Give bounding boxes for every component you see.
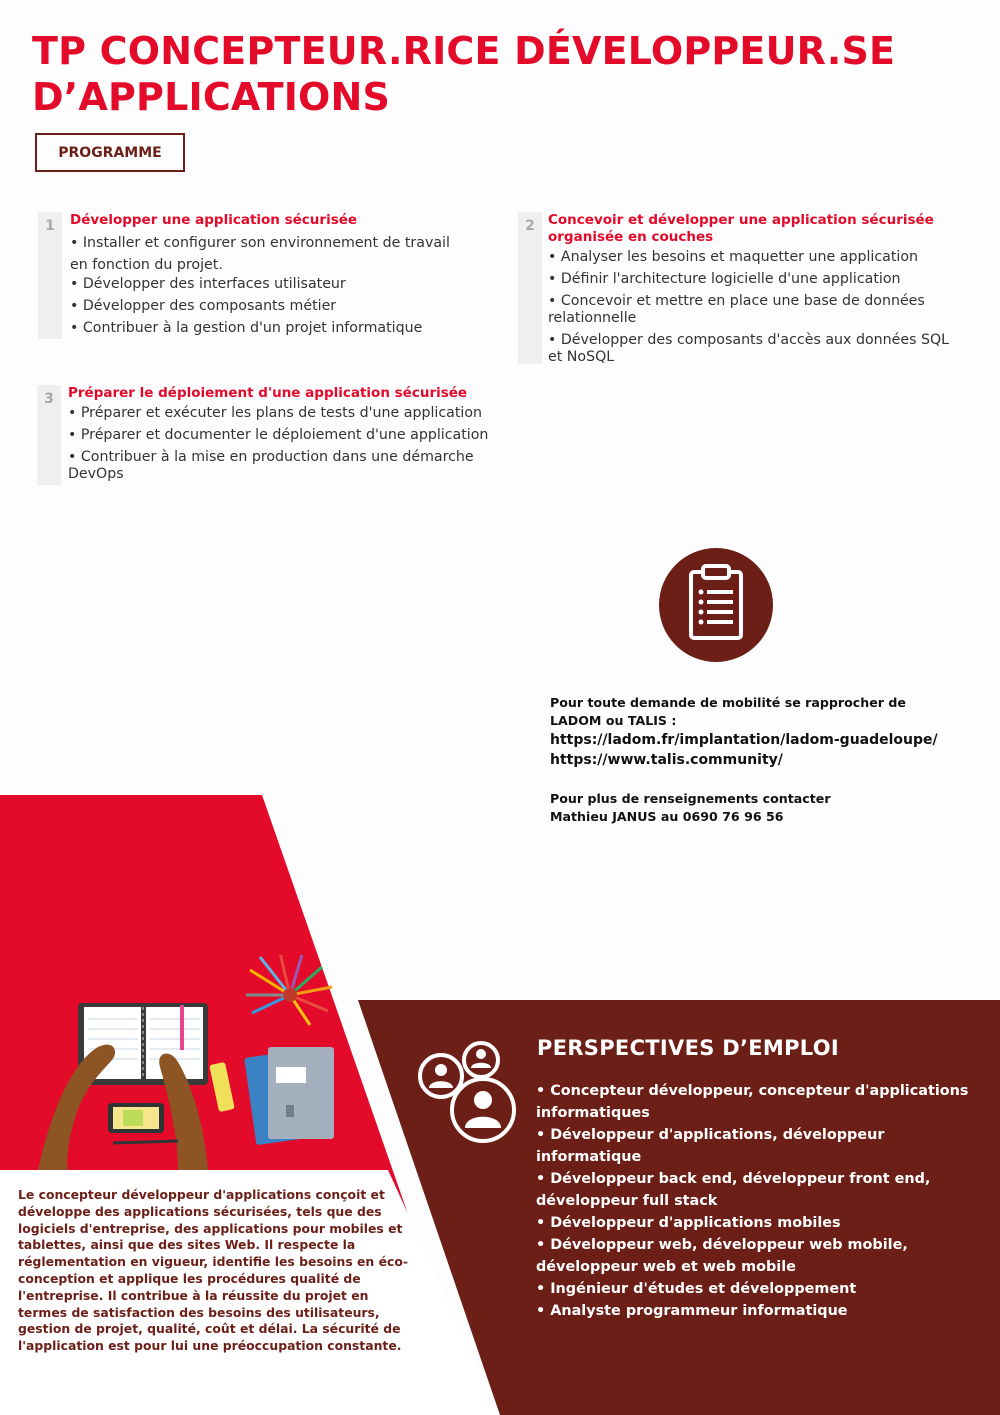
programme-badge: PROGRAMME [35,133,185,172]
module-1 [38,212,468,339]
list-item: • Définir l'architecture logicielle d'une application [548,271,901,287]
list-item: • Développeur d'applications mobiles [536,1215,841,1231]
list-item: • Développeur d'applications, développeur informatique [536,1127,885,1165]
module-items [70,232,468,337]
module-number: 3 [37,385,61,485]
title-line-1: TP CONCEPTEUR.RICE DÉVELOPPEUR.SE [32,29,896,73]
mobility-text-1: Pour toute demande de mobilité se rapprocher de [550,695,906,710]
ladom-link[interactable]: https://ladom.fr/implantation/ladom-guadeloupe/ [550,732,938,748]
module-title: Développer une application sécurisée [70,212,358,228]
list-item: • Concevoir et mettre en place une base de données relationnelle [548,293,925,326]
info-text-1: Pour plus de renseignements contacter [550,791,831,806]
module-items [548,249,958,366]
list-item: • Contribuer à la mise en production dans une démarche DevOps [68,449,474,482]
list-item: • Contribuer à la gestion d'un projet informatique [70,320,423,336]
list-item: • Installer et configurer son environnement de travail en fonction du projet. [70,235,450,273]
contact-block [550,694,970,826]
list-item: • Développer des interfaces utilisateur [70,276,346,292]
info-text-2: Mathieu JANUS au 0690 76 96 56 [550,809,784,824]
module-2 [518,212,958,364]
module-number: 1 [38,212,62,339]
perspectives-title: PERSPECTIVES D’EMPLOI [537,1036,839,1060]
perspectives-list [536,1080,986,1322]
list-item: • Préparer et documenter le déploiement d'une application [68,427,489,443]
list-item: • Concepteur développeur, concepteur d'applications informatiques [536,1083,969,1121]
module-title: Concevoir et développer une application sécurisée organisée en couches [548,212,934,245]
title-line-2: D’APPLICATIONS [32,75,391,119]
clipboard-list-icon [659,548,773,662]
module-items [68,405,497,483]
list-item: • Développeur web, développeur web mobile, développeur web et web mobile [536,1237,908,1275]
list-item: • Ingénieur d'études et développement [536,1281,857,1297]
users-group-icon [415,1030,525,1145]
module-title: Préparer le déploiement d'une application sécurisée [68,385,468,401]
list-item: • Préparer et exécuter les plans de tests d'une application [68,405,483,421]
mobility-text-2: LADOM ou TALIS : [550,713,677,728]
module-number: 2 [518,212,542,364]
job-description: Le concepteur développeur d'applications conçoit et développe des applications sécurisées, tels que des logiciels d'entreprise, des applications pour mobiles et tablettes, ainsi que des sites Web. Il respecte la réglementation en vigueur, identifie les besoins en éco-conception et applique les procédures qualité de l'entreprise. Il contribue à la réussite du projet en termes de satisfaction des besoins des utilisateurs, gestion de projet, qualité, coût et délai. La sécurité de l'application est pour lui une préoccupation constante. [18,1187,408,1354]
list-item: • Analyste programmeur informatique [536,1303,848,1319]
desk-notebook-illustration [28,955,348,1170]
list-item: • Développer des composants métier [70,298,337,314]
talis-link[interactable]: https://www.talis.community/ [550,752,783,768]
list-item: • Développer des composants d'accès aux données SQL et NoSQL [548,332,950,365]
list-item: • Analyser les besoins et maquetter une application [548,249,919,265]
list-item: • Développeur back end, développeur front end, développeur full stack [536,1171,931,1209]
module-3 [37,385,497,485]
page-title [32,28,972,120]
